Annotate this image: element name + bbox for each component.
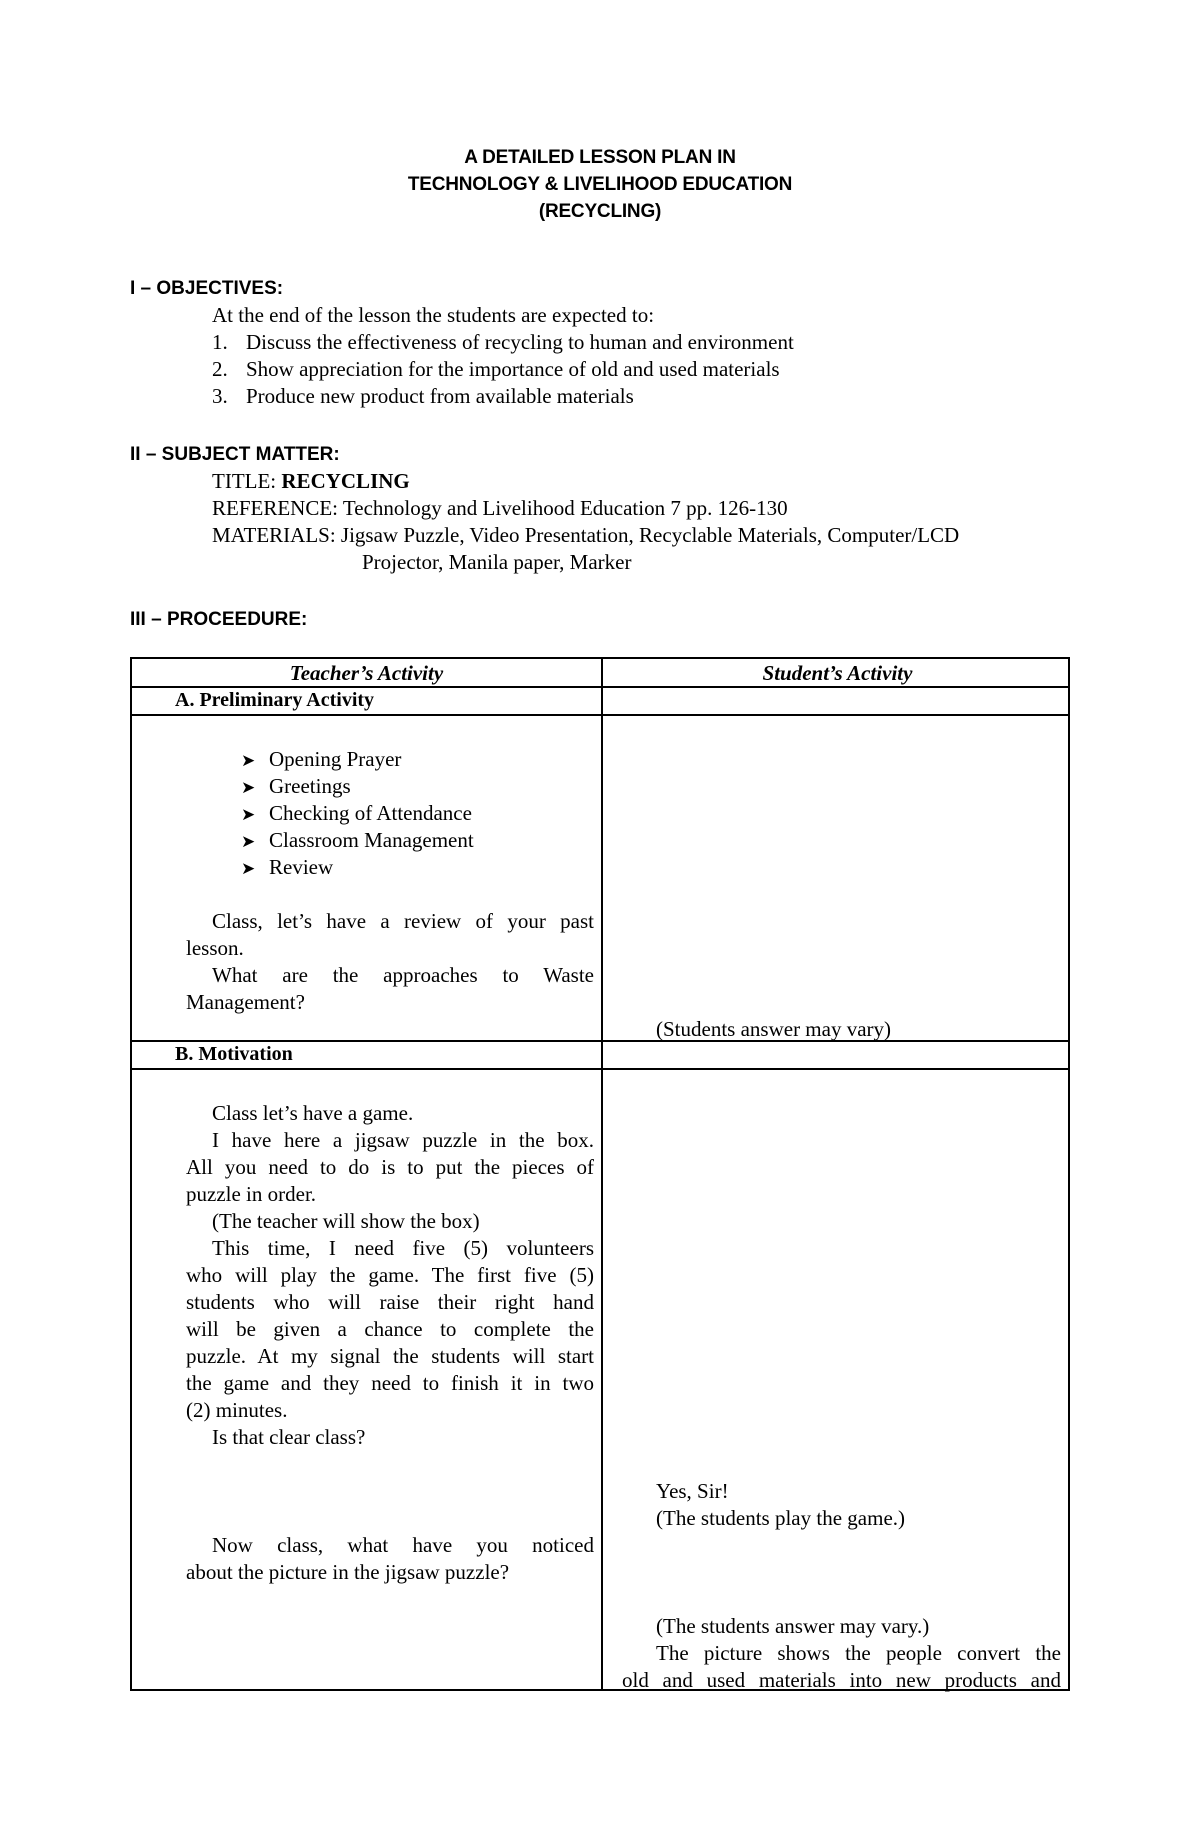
bullet-item — [241, 827, 474, 856]
objective-item — [212, 329, 794, 356]
motivation-text-line: who will play the game. The first five (5) — [186, 1263, 594, 1287]
motivation-text-line: will be given a chance to complete the — [186, 1317, 594, 1341]
review-text-line: What are the approaches to Waste — [212, 963, 594, 987]
arrowhead-bullet-icon: ➤ — [241, 751, 256, 771]
title-line-1: A DETAILED LESSON PLAN IN — [464, 147, 736, 168]
objective-item — [212, 383, 634, 410]
student-response: (The students answer may vary.) — [656, 1614, 930, 1638]
objective-number: 2. — [212, 357, 228, 381]
subject-materials-line-2: Projector, Manila paper, Marker — [362, 550, 632, 574]
motivation-text-line: the game and they need to finish it in two — [186, 1371, 594, 1395]
bullet-item — [241, 746, 401, 775]
motivation-text-line: puzzle. At my signal the students will start — [186, 1344, 594, 1368]
bullet-text: Checking of Attendance — [269, 801, 472, 825]
motivation-text-line: I have here a jigsaw puzzle in the box. — [212, 1128, 594, 1152]
arrowhead-bullet-icon: ➤ — [241, 805, 256, 825]
review-text-line: lesson. — [186, 936, 244, 960]
arrowhead-bullet-icon: ➤ — [241, 778, 256, 798]
objective-number: 1. — [212, 330, 228, 354]
subject-title-value: RECYCLING — [281, 469, 410, 493]
student-response: (Students answer may vary) — [656, 1017, 892, 1041]
objective-text: Discuss the effectiveness of recycling to human and environment — [246, 330, 794, 354]
student-response: old and used materials into new products and — [622, 1668, 1061, 1692]
student-response: Yes, Sir! — [656, 1479, 729, 1503]
motivation-text-line: Now class, what have you noticed — [212, 1533, 594, 1557]
motivation-text-line: students who will raise their right hand — [186, 1290, 594, 1314]
motivation-text-line: puzzle in order. — [186, 1182, 317, 1206]
bullet-text: Classroom Management — [269, 828, 474, 852]
activity-table — [130, 657, 1070, 1691]
objectives-intro: At the end of the lesson the students are expected to: — [212, 303, 655, 327]
motivation-text-line: (2) minutes. — [186, 1398, 288, 1422]
motivation-text-line: Class let’s have a game. — [212, 1101, 414, 1125]
motivation-text-line: about the picture in the jigsaw puzzle? — [186, 1560, 510, 1584]
review-text-line: Management? — [186, 990, 305, 1014]
row-divider — [132, 714, 1068, 716]
bullet-item — [241, 773, 351, 802]
objectives-heading: I – OBJECTIVES: — [130, 278, 284, 299]
teacher-activity-header: Teacher’s Activity — [289, 661, 444, 685]
objective-text: Show appreciation for the importance of old and used materials — [246, 357, 780, 381]
student-response: (The students play the game.) — [656, 1506, 906, 1530]
motivation-text-line: This time, I need five (5) volunteers — [212, 1236, 594, 1260]
arrowhead-bullet-icon: ➤ — [241, 859, 256, 879]
procedure-heading: III – PROCEEDURE: — [130, 609, 308, 630]
subject-materials-line-1: MATERIALS: Jigsaw Puzzle, Video Presentation, Recyclable Materials, Computer/LCD — [212, 523, 960, 547]
subject-title — [212, 468, 410, 495]
bullet-text: Opening Prayer — [269, 747, 402, 771]
arrowhead-bullet-icon: ➤ — [241, 832, 256, 852]
column-divider — [601, 659, 603, 1689]
bullet-text: Review — [269, 855, 334, 879]
student-activity-header: Student’s Activity — [762, 661, 913, 685]
section-a-heading: A. Preliminary Activity — [175, 689, 375, 711]
section-b-heading: B. Motivation — [175, 1043, 293, 1065]
objective-item — [212, 356, 780, 383]
review-text-line: Class, let’s have a review of your past — [212, 909, 594, 933]
subject-title-label: TITLE: — [212, 469, 282, 493]
document-title — [0, 144, 1200, 225]
bullet-text: Greetings — [269, 774, 351, 798]
row-divider — [132, 1068, 1068, 1070]
subject-matter-heading: II – SUBJECT MATTER: — [130, 444, 340, 465]
objective-text: Produce new product from available materials — [246, 384, 634, 408]
motivation-text-line: (The teacher will show the box) — [212, 1209, 480, 1233]
subject-reference: REFERENCE: Technology and Livelihood Education 7 pp. 126-130 — [212, 496, 788, 520]
bullet-item — [241, 800, 472, 829]
motivation-text-line: All you need to do is to put the pieces of — [186, 1155, 594, 1179]
bullet-item — [241, 854, 333, 883]
objective-number: 3. — [212, 384, 228, 408]
motivation-text-line: Is that clear class? — [212, 1425, 366, 1449]
title-line-2: TECHNOLOGY & LIVELIHOOD EDUCATION — [407, 174, 793, 195]
student-response: The picture shows the people convert the — [656, 1641, 1061, 1665]
title-line-3: (RECYCLING) — [538, 201, 662, 222]
